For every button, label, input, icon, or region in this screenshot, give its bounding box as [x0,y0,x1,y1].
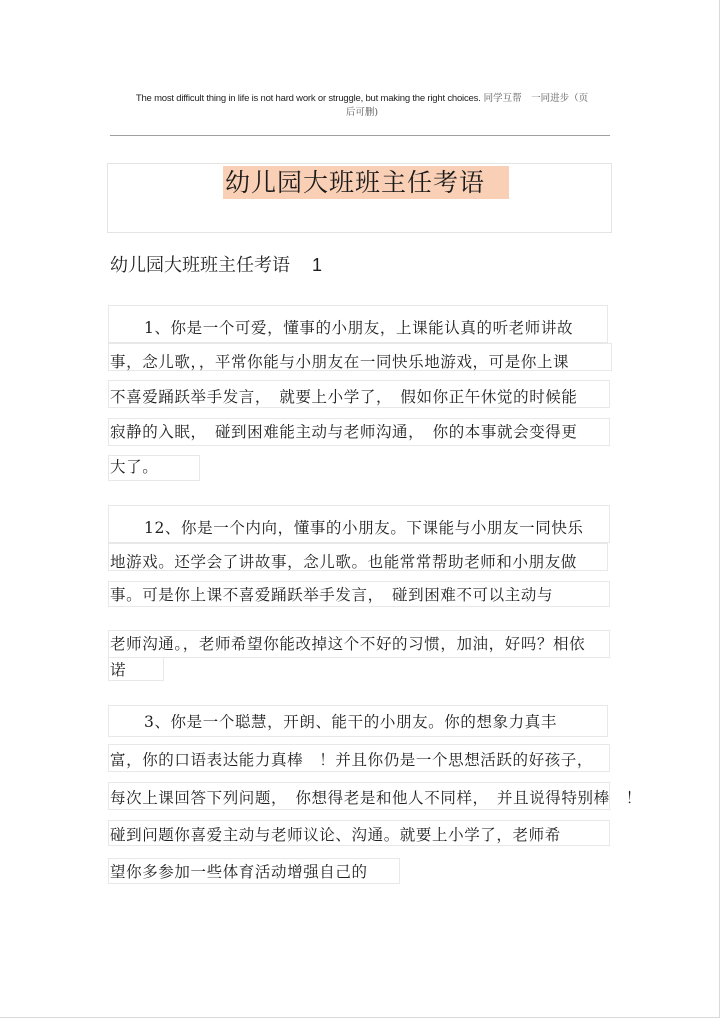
paragraph-line: 大了。 [110,458,159,476]
paragraph-line: 老师沟通。，老师希望你能改掉这个不好的习惯，加油，好吗？相依 [110,635,586,653]
paragraph-line: 12、你是一个内向，懂事的小朋友。下课能与小朋友一同快乐 [144,519,584,537]
paragraph-line: 事，念儿歌，，平常你能与小朋友在一同快乐地游戏，可是你上课 [110,353,570,371]
paragraph-line: 寂静的入眠， 碰到困难能主动与老师沟通， 你的本事就会变得更 [110,423,578,441]
header-slogan-cont: 后可删) [345,107,379,118]
section-heading-text: 幼儿园大班班主任考语 [110,255,290,276]
page-header [112,92,612,120]
section-number: 1 [312,255,323,275]
paragraph-line: 诺 [110,661,127,679]
header-slogan: 同学互帮 一同进步（页 [483,93,589,104]
paragraph-line: 1、你是一个可爱，懂事的小朋友，上课能认真的听老师讲故 [144,319,574,337]
paragraph-line: 望你多参加一些体育活动增强自己的 [110,863,368,881]
paragraph-line: 地游戏。还学会了讲故事，念儿歌。也能常常帮助老师和小朋友做 [110,553,577,571]
paragraph-line: 碰到问题你喜爱主动与老师议论、沟通。就要上小学了，老师希 [110,826,561,844]
paragraph-line: 富，你的口语表达能力真棒 ！并且你仍是一个思想活跃的好孩子， [110,751,594,769]
header-divider [110,135,610,136]
paragraph-line: 每次上课回答下列问题， 你想得老是和他人不同样， 并且说得特别棒 ！ [110,789,642,807]
paragraph-line: 事。可是你上课不喜爱踊跃举手发言， 碰到困难不可以主动与 [110,586,554,604]
header-quote: The most difficult thing in life is not hard work or struggle, but making the right choices. [135,93,481,104]
section-heading [110,252,322,279]
paragraph-line: 3、你是一个聪慧，开朗、能干的小朋友。你的想象力真丰 [144,713,557,731]
document-title: 幼儿园大班班主任考语 [223,166,509,199]
paragraph-line: 不喜爱踊跃举手发言， 就要上小学了， 假如你正午休觉的时候能 [110,388,578,406]
